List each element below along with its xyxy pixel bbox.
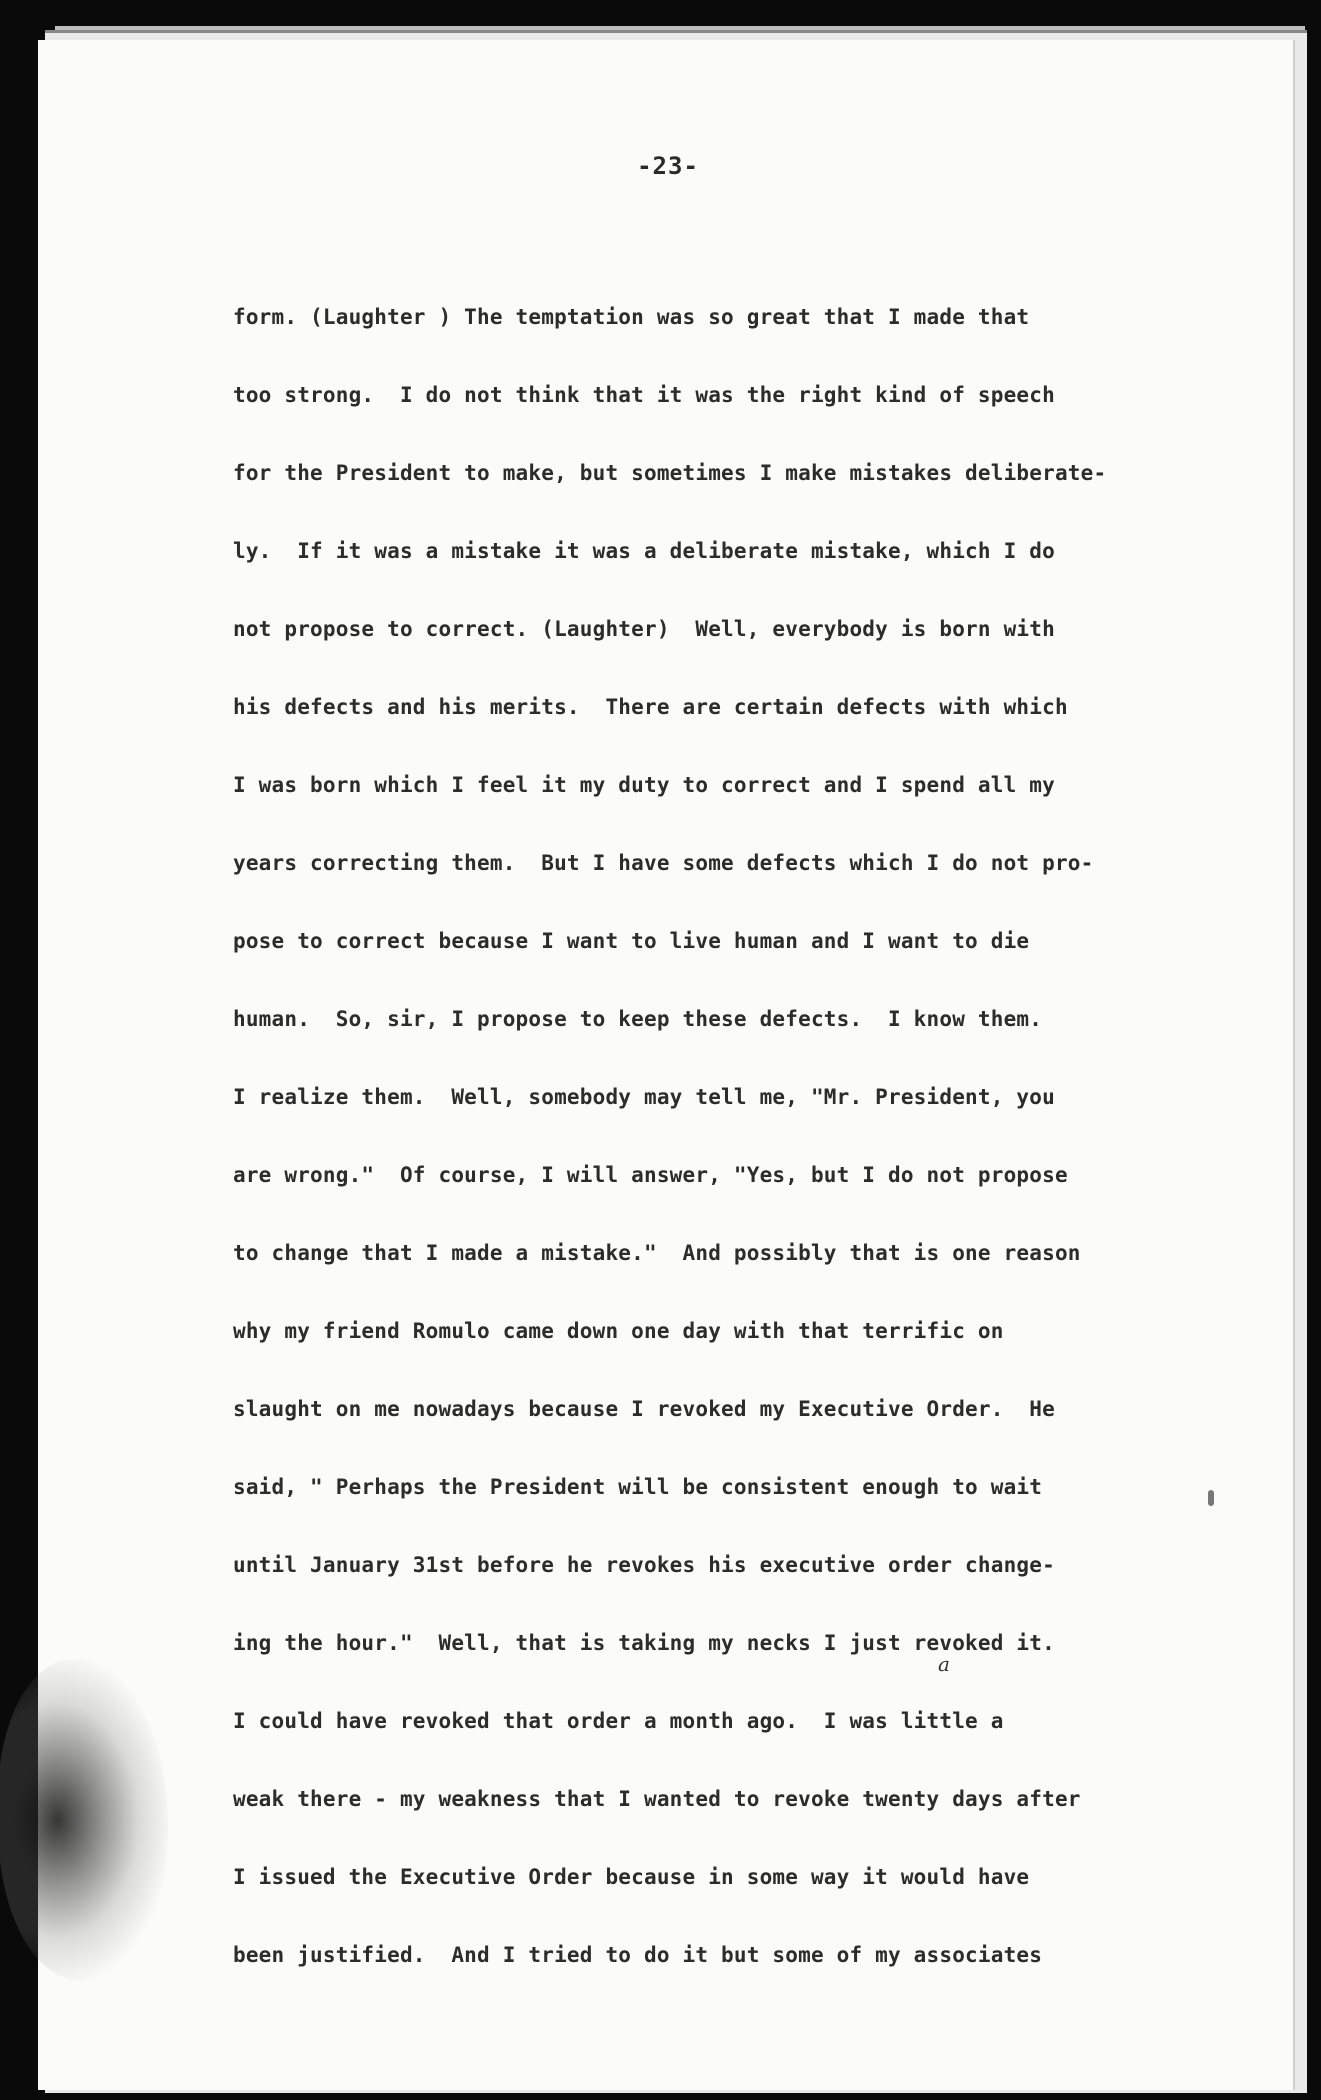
text-line: not propose to correct. (Laughter) Well, everybody is born with: [233, 617, 1055, 641]
text-line: why my friend Romulo came down one day with that terrific on: [233, 1319, 1004, 1343]
paper-speck: [1208, 1490, 1214, 1506]
thumbprint-smudge: [0, 1660, 168, 1980]
text-line: to change that I made a mistake." And possibly that is one reason: [233, 1241, 1081, 1265]
text-line: slaught on me nowadays because I revoked my Executive Order. He: [233, 1397, 1055, 1421]
text-line: said, " Perhaps the President will be consistent enough to wait: [233, 1475, 1043, 1499]
text-line: are wrong." Of course, I will answer, "Yes, but I do not propose: [233, 1163, 1068, 1187]
text-line: been justified. And I tried to do it but some of my associates: [233, 1943, 1043, 1967]
text-line: I realize them. Well, somebody may tell me, "Mr. President, you: [233, 1085, 1055, 1109]
text-line: I issued the Executive Order because in some way it would have: [233, 1865, 1030, 1889]
text-line: weak there - my weakness that I wanted to revoke twenty days after: [233, 1787, 1081, 1811]
text-line: I was born which I feel it my duty to correct and I spend all my: [233, 773, 1055, 797]
text-line: for the President to make, but sometimes I make mistakes deliberate-: [233, 461, 1107, 485]
text-line: pose to correct because I want to live human and I want to die: [233, 929, 1030, 953]
text-line: his defects and his merits. There are certain defects with which: [233, 695, 1068, 719]
text-line: ly. If it was a mistake it was a deliberate mistake, which I do: [233, 539, 1055, 563]
text-line: I could have revoked that order a month ago. I was little a: [233, 1709, 1004, 1733]
text-line: too strong. I do not think that it was the right kind of speech: [233, 383, 1055, 407]
typed-body-text: [233, 278, 1233, 1994]
text-line: human. So, sir, I propose to keep these defects. I know them.: [233, 1007, 1043, 1031]
text-line: ing the hour." Well, that is taking my necks I just revoked it.: [233, 1631, 1055, 1655]
page-number: -23-: [637, 152, 699, 180]
text-line: years correcting them. But I have some defects which I do not pro-: [233, 851, 1094, 875]
text-line: until January 31st before he revokes his executive order change-: [233, 1553, 1055, 1577]
text-line: form. (Laughter ) The temptation was so great that I made that: [233, 305, 1030, 329]
document-page: [38, 40, 1293, 2090]
handwritten-insertion: a: [938, 1652, 950, 1676]
